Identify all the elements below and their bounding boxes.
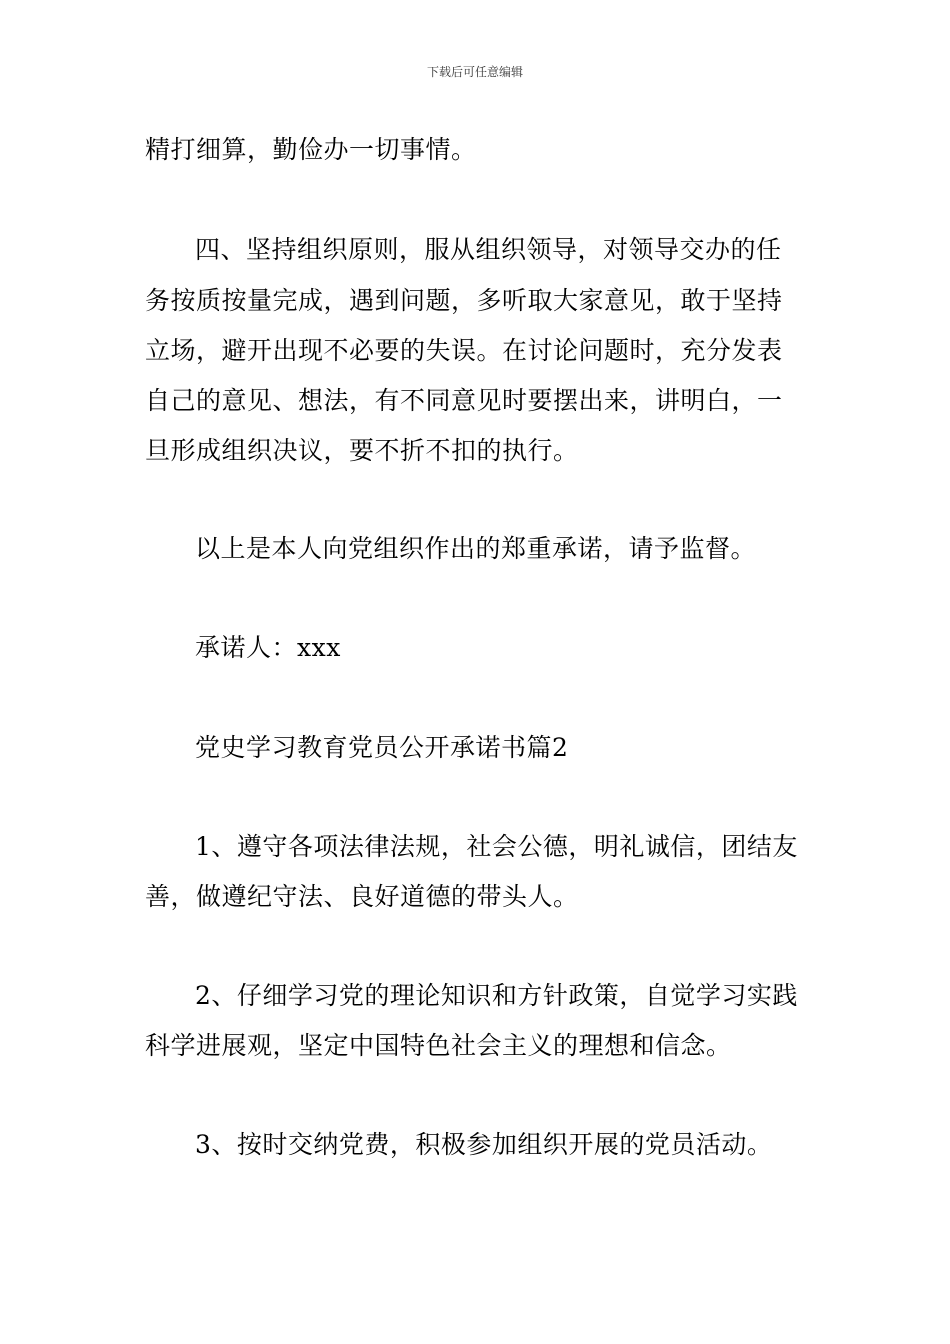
paragraph-4-line: 务按质按量完成，遇到问题，多听取大家意见，敢于坚持 <box>145 286 783 315</box>
paragraph-4-line: 立场，避开出现不必要的失误。在讨论问题时，充分发表 <box>145 336 783 365</box>
paragraph-4-line: 四、坚持组织原则，服从组织领导，对领导交办的任 <box>195 235 782 264</box>
page-header-note: 下载后可任意编辑 <box>426 65 523 79</box>
item-1-line: 善，做遵纪守法、良好道德的带头人。 <box>145 882 579 911</box>
paragraph-4-line: 旦形成组织决议，要不折不扣的执行。 <box>145 436 579 465</box>
paragraph-4-line: 自己的意见、想法，有不同意见时要摆出来，讲明白，一 <box>145 386 783 415</box>
section-title: 党史学习教育党员公开承诺书篇2 <box>195 733 569 762</box>
text-line: 精打细算，勤俭办一切事情。 <box>145 135 477 164</box>
item-3-line: 3、按时交纳党费，积极参加组织开展的党员活动。 <box>195 1130 773 1159</box>
item-2-line: 科学进展观，坚定中国特色社会主义的理想和信念。 <box>145 1031 732 1060</box>
item-2-line: 2、仔细学习党的理论知识和方针政策，自觉学习实践 <box>195 981 798 1010</box>
item-1-line: 1、遵守各项法律法规，社会公德，明礼诚信，团结友 <box>195 832 798 861</box>
signatory-line: 承诺人：xxx <box>195 633 341 662</box>
closing-statement: 以上是本人向党组织作出的郑重承诺，请予监督。 <box>195 534 757 563</box>
